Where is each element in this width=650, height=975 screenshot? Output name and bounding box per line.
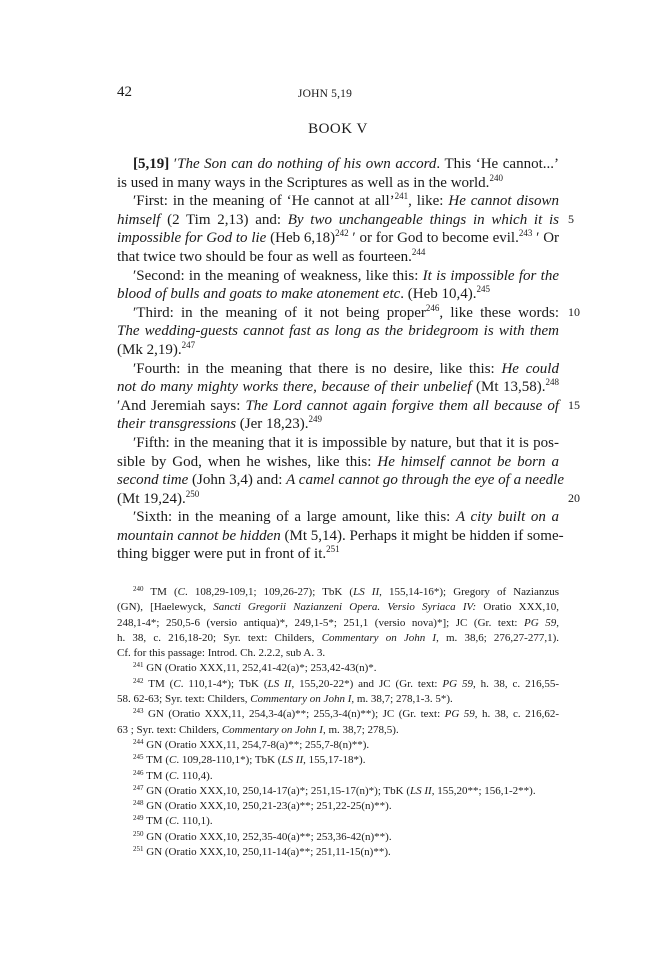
text-run: LS II: [353, 586, 380, 598]
text-run: Sixth: in the meaning of a large amount, like this:: [136, 509, 456, 526]
text-run: TM (: [146, 769, 169, 782]
text-run: (John 3,4) and:: [188, 472, 287, 489]
verse-reference: [5,19]: [133, 156, 170, 172]
text-run: 248,1-4*; 250,5-6 (versio antiqua)*, 249,1-5*; 251,1 (versio nova)*]; JC (Gr. text:: [117, 616, 525, 629]
quotation: A city built on a: [455, 509, 559, 526]
text-line: [117, 174, 559, 193]
text-run: GN (Oratio XXX,10, 250,14-17(a)*; 251,15-17(n)*); TbK (: [146, 784, 410, 797]
text-run: thing bigger were put in front of it.: [117, 546, 327, 563]
footnote-number: 248: [133, 799, 144, 808]
footnote-line: [117, 707, 559, 722]
text-run: . This ‘He cannot...’: [436, 156, 559, 172]
text-run: , 155,17-18*).: [303, 754, 366, 767]
text-run: Or: [539, 230, 560, 247]
text-run: . 110,1).: [176, 815, 213, 828]
book-title: BOOK V: [308, 121, 368, 137]
footnote-number: 251: [133, 845, 144, 854]
text-run: LS II: [410, 784, 432, 797]
lemma: The Son can do nothing of his own accord: [177, 156, 437, 172]
text-line: ʹFourth: in the meaning that there is no desire, like this: He could: [133, 360, 559, 377]
text-line: [5,19] ʹThe Son can do nothing of his own accord. This ‘He cannot...’: [133, 156, 559, 172]
footnote-line: [117, 616, 559, 631]
quotation: A camel cannot go through the eye of a needle: [286, 472, 564, 489]
text-run: (Mt 19,24).: [117, 490, 186, 507]
text-run: (Mt 5,14). Perhaps it might be hidden if some-: [280, 527, 564, 544]
footnote-ref[interactable]: 247: [181, 339, 196, 350]
footnote-number: 240: [133, 585, 144, 593]
text-line: [117, 248, 559, 267]
text-line: ʹAnd Jeremiah says: The Lord cannot again forgive them all because of: [117, 397, 559, 414]
line-number: 15: [568, 398, 580, 412]
text-line: [117, 322, 559, 341]
footnote-number: 244: [133, 737, 144, 746]
main-text: [117, 155, 564, 564]
quotation: By two unchangeable things in which it is: [287, 211, 559, 228]
line-number: 5: [568, 212, 574, 226]
text-line: [117, 378, 559, 397]
footnote-ref[interactable]: 242: [335, 228, 349, 239]
footnote-ref[interactable]: 241: [394, 191, 409, 202]
text-run: GN (Oratio XXX,11, 254,7-8(a)**; 255,7-8(n)**).: [146, 738, 370, 751]
text-run: 58. 62-63; Syr. text: Childers,: [117, 693, 251, 706]
footnote-ref[interactable]: 246: [425, 302, 440, 313]
text-line: [117, 527, 564, 546]
footnote-line: [117, 784, 559, 799]
text-run: . 110,4).: [176, 769, 213, 782]
text-run: , h. 38, c. 216,62-: [474, 708, 560, 721]
text-line: ʹThird: in the meaning of it not being proper$^{246}$, like these words:: [133, 302, 559, 321]
text-run: , like:: [408, 193, 449, 210]
text-line: [117, 490, 559, 509]
quotation: He himself cannot be born a: [377, 453, 559, 470]
text-line: ʹFirst: in the meaning of ‘He cannot at all’$^{241}$, like: He cannot disown: [133, 191, 559, 210]
text-run: GN (Oratio XXX,10, 250,21-23(a)**; 251,22-25(n)**).: [146, 800, 392, 813]
footnote-ref[interactable]: 250: [185, 488, 200, 499]
text-run: that twice two should be four as well as fourteen.: [117, 248, 412, 265]
quotation: blood of bulls and goats to make atonement etc: [117, 286, 401, 303]
quotation: not do many mighty works there, because of their unbelief: [117, 379, 472, 396]
footnote-line: [117, 845, 559, 860]
footnote-line: [117, 799, 559, 814]
text-run: Sancti Gregorii Nazianzeni Opera. Versio Syriaca IV:: [213, 601, 477, 614]
text-run: TM (: [150, 586, 178, 598]
text-run: (Heb 6,18): [266, 230, 336, 247]
text-run: (GN), [Haelewyck,: [117, 601, 214, 614]
quotation: He could: [501, 360, 559, 377]
text-run: ,: [556, 616, 559, 629]
footnote-ref[interactable]: 245: [476, 284, 491, 295]
quotation: It is impossible for the: [422, 267, 559, 284]
text-run: , m. 38,6; 276,27-277,1).: [436, 631, 559, 644]
quotation: The wedding-guests cannot fast as long as the bridegroom is with them: [117, 323, 559, 340]
text-run: C: [168, 815, 177, 828]
text-run: Cf. for this passage: Introd. Ch. 2.2.2, sub A. 3.: [117, 647, 326, 660]
quotation: their transgressions: [117, 416, 237, 433]
text-run: PG 59: [444, 708, 475, 721]
text-line: ʹSecond: in the meaning of weakness, like this: It is impossible for the: [133, 267, 559, 284]
footnote-number: 249: [133, 814, 144, 823]
text-run: Oratio XXX,10,: [476, 601, 560, 614]
quotation: himself: [117, 211, 161, 228]
text-run: (Mt 13,58).: [471, 379, 546, 396]
footnote-line: [117, 723, 559, 738]
quotation: second time: [117, 472, 189, 489]
text-run: GN (Oratio XXX,11, 252,41-42(a)*; 253,42-43(n)*.: [146, 662, 377, 675]
text-run: 63 ; Syr. text: Childers,: [117, 723, 222, 736]
text-run: C: [168, 769, 177, 782]
text-line: [117, 285, 559, 304]
text-run: Fourth: in the meaning that there is no desire, like this:: [136, 360, 502, 377]
footnote-ref[interactable]: 243: [518, 228, 533, 239]
text-run: GN (Oratio XXX,10, 252,35-40(a)**; 253,36-42(n)**).: [146, 830, 392, 843]
text-run: h. 38, c. 216,18-20; Syr. text: Childers,: [117, 631, 322, 644]
text-run: PG 59: [524, 616, 557, 629]
footnote-line: [117, 661, 559, 676]
text-run: TM (: [146, 754, 169, 767]
quotation: mountain cannot be hidden: [117, 527, 281, 544]
line-number: 20: [568, 491, 580, 505]
footnote-line: [117, 646, 559, 661]
text-run: , m. 38,7; 278,1-3. 5*).: [351, 693, 453, 706]
text-run: , 155,20-22*) and JC (Gr. text:: [291, 677, 443, 690]
text-line: [117, 471, 564, 490]
text-line: impossible for God to lie (Heb 6,18)$^{242}$ ʹ or for God to become evil.$^{243}$ ʹ Or: [117, 228, 560, 247]
text-line: [117, 415, 559, 434]
text-run: Fifth: in the meaning that it is impossible by nature, but that it is pos-: [136, 434, 559, 451]
text-line: [117, 211, 559, 230]
text-line: ʹSixth: in the meaning of a large amount, like this: A city built on a: [133, 509, 559, 526]
text-run: C: [168, 754, 177, 767]
text-run: First: in the meaning of ‘He cannot at all’: [136, 193, 395, 210]
line-number: 10: [568, 305, 580, 319]
quotation: impossible for God to lie: [117, 230, 267, 247]
text-run: is used in many ways in the Scriptures as well as in the world.: [117, 174, 490, 191]
footnote-line: [117, 769, 559, 784]
text-run: , like these words:: [439, 304, 559, 321]
footnote-line: [117, 753, 559, 768]
text-run: (2 Tim 2,13) and:: [160, 211, 288, 228]
text-run: Commentary on John I: [221, 723, 323, 736]
text-run: (Mk 2,19).: [117, 341, 182, 358]
text-run: GN (Oratio XXX,11, 254,3-4(a)**; 255,3-4(n)**); JC (Gr. text:: [147, 708, 445, 721]
text-run: . 110,1-4*); TbK (: [180, 677, 268, 690]
text-run: , 155,20**; 156,1-2**).: [431, 784, 536, 797]
footnote-line: [117, 600, 559, 615]
footnote-line: [117, 677, 559, 692]
text-run: And Jeremiah says:: [120, 397, 246, 414]
text-run: (Jer 18,23).: [236, 416, 309, 433]
text-run: GN (Oratio XXX,10, 250,11-14(a)**; 251,11-15(n)**).: [146, 846, 391, 859]
text-run: , m. 38,7; 278,5).: [322, 723, 399, 736]
text-run: . 109,28-110,1*); TbK (: [176, 754, 282, 767]
footnote-number: 245: [133, 753, 144, 762]
text-run: TM (: [148, 677, 174, 690]
footnote-number: 243: [133, 707, 144, 716]
footnote-number: 247: [133, 783, 144, 792]
page-number: 42: [117, 84, 132, 100]
text-line: [117, 453, 559, 472]
text-run: LS II: [267, 677, 292, 690]
footnote-ref[interactable]: 244: [411, 246, 426, 257]
text-run: TM (: [146, 815, 169, 828]
text-run: LS II: [281, 754, 304, 767]
text-run: PG 59: [442, 677, 473, 690]
footnotes: [117, 585, 559, 860]
footnote-line: [117, 692, 559, 707]
text-line: [117, 545, 559, 564]
footnote-line: [117, 738, 559, 753]
footnote-ref[interactable]: 249: [308, 414, 323, 425]
text-run: or for God to become evil.: [355, 230, 519, 247]
footnote-line: [117, 814, 559, 829]
quotation: He cannot disown: [448, 193, 559, 210]
text-run: sible by God, when he wishes, like this:: [117, 453, 378, 470]
text-run: , 155,14-16*); Gregory of Nazianzus: [379, 586, 560, 598]
footnote-line: [117, 631, 559, 646]
footnote-ref[interactable]: 248: [545, 377, 560, 388]
footnote-number: 241: [133, 661, 144, 670]
text-run: , h. 38, c. 216,55-: [472, 677, 560, 690]
footnote-number: 242: [133, 676, 144, 685]
text-line: ʹFifth: in the meaning that it is impossible by nature, but that it is pos-: [133, 434, 559, 451]
text-run: Commentary on John I: [250, 693, 352, 706]
text-run: . (Heb 10,4).: [400, 286, 477, 303]
footnote-line: [117, 585, 559, 600]
text-run: C: [173, 677, 181, 690]
text-run: Third: in the meaning of it not being proper: [136, 304, 426, 321]
text-run: C: [177, 586, 185, 598]
quotation: The Lord cannot again forgive them all because of: [245, 397, 559, 414]
footnote-number: 250: [133, 829, 144, 838]
footnote-ref[interactable]: 251: [326, 544, 340, 555]
footnote-ref[interactable]: 240: [489, 172, 503, 183]
text-run: Second: in the meaning of weakness, like this:: [136, 267, 423, 284]
footnote-number: 246: [133, 768, 144, 777]
footnote-line: [117, 830, 559, 845]
running-head: JOHN 5,19: [297, 88, 353, 100]
text-run: . 108,29-109,1; 109,26-27); TbK (: [185, 586, 354, 598]
text-run: Commentary on John I: [321, 631, 437, 644]
text-line: [117, 341, 559, 360]
